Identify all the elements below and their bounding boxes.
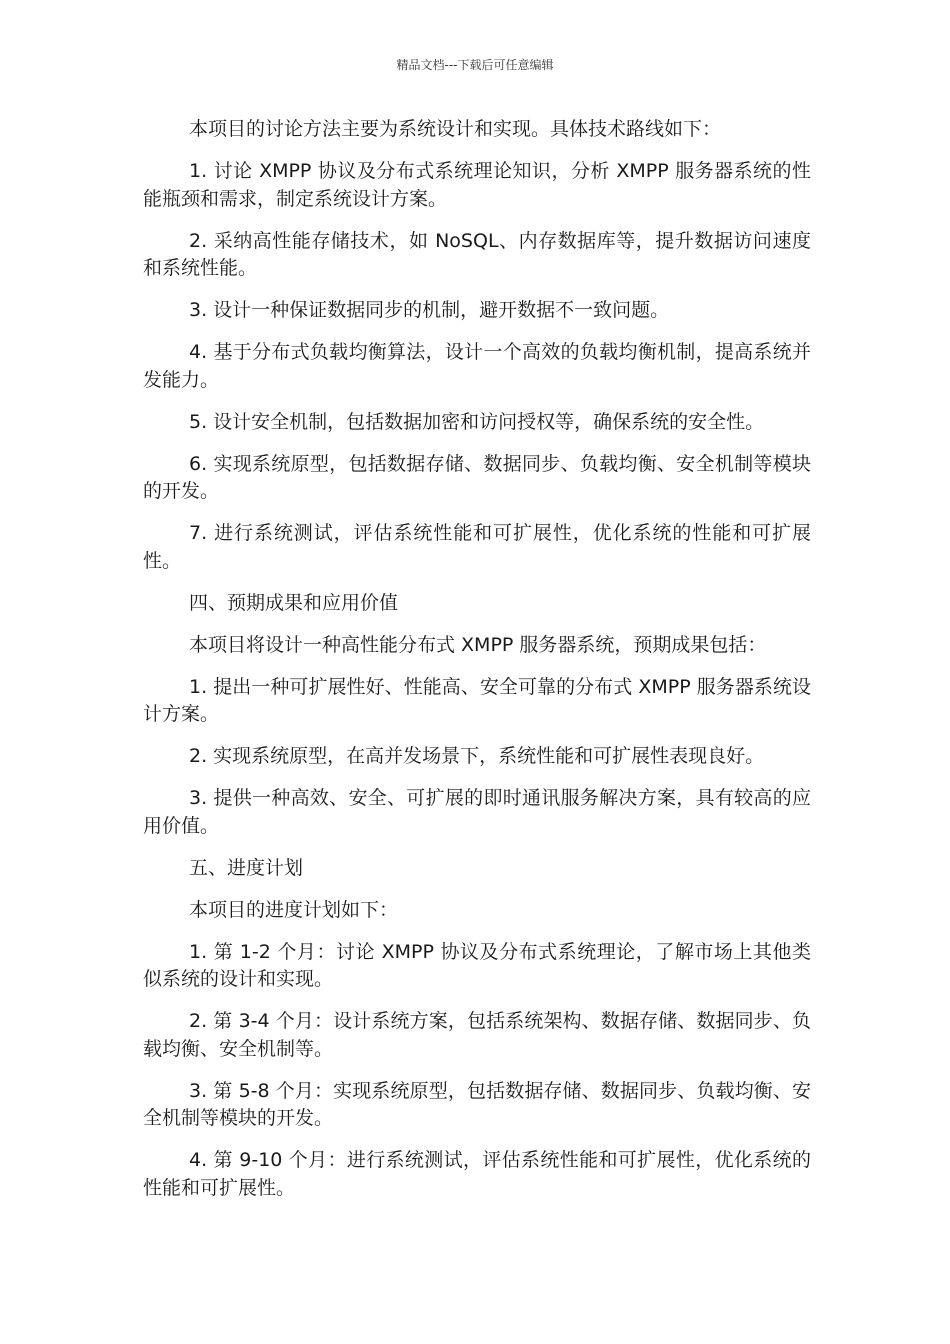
page-header: 精品文档---下载后可任意编辑 xyxy=(396,58,554,72)
list-item: 1. 提出一种可扩展性好、性能高、安全可靠的分布式 XMPP 服务器系统设计方案。 xyxy=(143,675,811,725)
list-item: 2. 第 3-4 个月：设计系统方案，包括系统架构、数据存储、数据同步、负载均衡、安全机制等。 xyxy=(143,1010,811,1060)
list-item: 2. 采纳高性能存储技术，如 NoSQL、内存数据库等，提升数据访问速度和系统性能。 xyxy=(143,229,811,279)
list-item: 3. 设计一种保证数据同步的机制，避开数据不一致问题。 xyxy=(189,299,670,321)
section-heading: 五、进度计划 xyxy=(189,856,304,879)
list-item: 4. 第 9-10 个月：进行系统测试，评估系统性能和可扩展性，优化系统的性能和可扩展性。 xyxy=(143,1149,811,1199)
list-item: 4. 基于分布式负载均衡算法，设计一个高效的负载均衡机制，提高系统并发能力。 xyxy=(143,341,811,391)
list-item: 3. 提供一种高效、安全、可扩展的即时通讯服务解决方案，具有较高的应用价值。 xyxy=(143,787,811,837)
paragraph: 本项目的进度计划如下： xyxy=(189,898,399,921)
paragraph: 本项目将设计一种高性能分布式 XMPP 服务器系统，预期成果包括： xyxy=(189,633,767,656)
list-item: 7. 进行系统测试，评估系统性能和可扩展性，优化系统的性能和可扩展性。 xyxy=(143,522,811,572)
list-item: 3. 第 5-8 个月：实现系统原型，包括数据存储、数据同步、负载均衡、安全机制等模块的开发。 xyxy=(143,1079,811,1129)
document-body xyxy=(143,116,811,1217)
paragraph-intro: 本项目的讨论方法主要为系统设计和实现。具体技术路线如下： xyxy=(189,118,722,140)
list-item: 2. 实现系统原型，在高并发场景下，系统性能和可扩展性表现良好。 xyxy=(189,745,765,767)
list-item: 1. 第 1-2 个月：讨论 XMPP 协议及分布式系统理论，了解市场上其他类似系统的设计和实现。 xyxy=(143,940,811,990)
list-item: 5. 设计安全机制，包括数据加密和访问授权等，确保系统的安全性。 xyxy=(189,410,765,433)
list-item: 6. 实现系统原型，包括数据存储、数据同步、负载均衡、安全机制等模块的开发。 xyxy=(143,452,811,502)
list-item: 1. 讨论 XMPP 协议及分布式系统理论知识，分析 XMPP 服务器系统的性能瓶颈和需求，制定系统设计方案。 xyxy=(143,160,811,210)
section-heading: 四、预期成果和应用价值 xyxy=(189,591,399,614)
